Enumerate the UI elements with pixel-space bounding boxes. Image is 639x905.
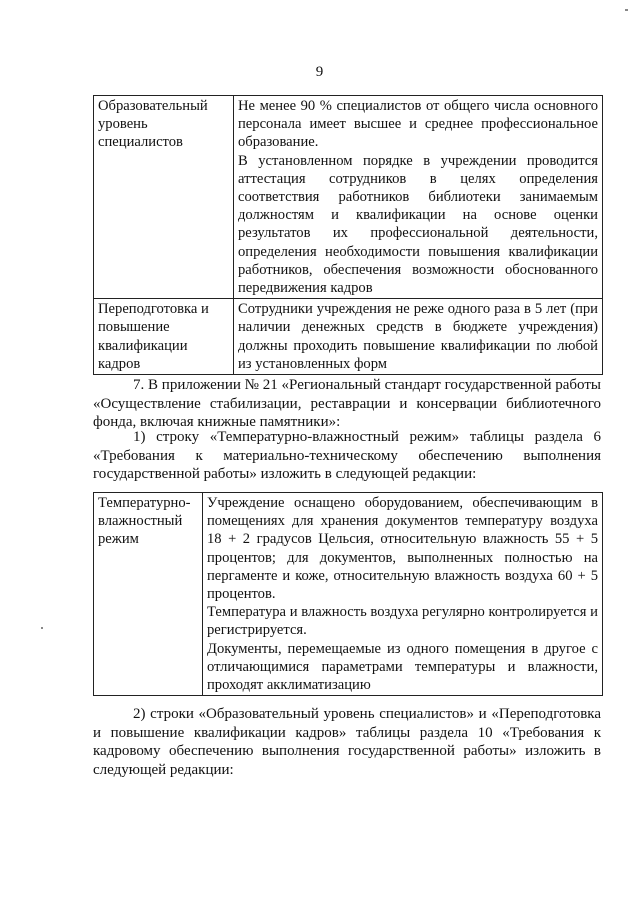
row-content [203, 493, 603, 696]
table-row [94, 96, 603, 299]
table-row [94, 299, 603, 375]
row-paragraph: Сотрудники учреждения не реже одного раза в 5 лет (при наличии денежных средств в бюджете учреждения) должны проходить повышение квалификации по любой из установленных форм [238, 301, 598, 372]
row-paragraph: В установленном порядке в учреждении проводится аттестация сотрудников в целях определения соответствия работников библиотеки занимаемым должностям и квалификации на основе оценки результатов их профессиональной деятельности, определения необходимости повышения квалификации работников, обеспечения возможности обоснованного передвижения кадров [238, 152, 598, 297]
row-label: Температурно-влажностный режим [94, 493, 203, 696]
row-paragraph: Учреждение оснащено оборудованием, обеспечивающим в помещениях для хранения документов температуру воздуха 18 + 2 градусов Цельсия, относительную влажность 55 + 5 процентов; для документов, выполненных полностью на пергаменте и коже, относительную влажность воздуха 60 + 5 процентов. [207, 495, 598, 603]
row-paragraph: Температура и влажность воздуха регулярно контролируется и регистрируется. [207, 604, 598, 639]
paragraph-subitem-1: 1) строку «Температурно-влажностный режим» таблицы раздела 6 «Требования к материально-техническому обеспечению выполнения государственной работы» изложить в следующей редакции: [93, 429, 601, 482]
table-row [94, 493, 603, 696]
row-paragraph: Документы, перемещаемые из одного помещения в другое с отличающимися параметрами температуры и влажности, проходят акклиматизацию [207, 640, 598, 694]
row-content [234, 299, 603, 375]
paragraph-item-7: 7. В приложении № 21 «Региональный стандарт государственной работы «Осуществление стабилизации, реставрации и консервации библиотечного фонда, включая книжные памятники»: [93, 377, 601, 430]
staff-requirements-table [93, 95, 603, 375]
paragraph-subitem-2: 2) строки «Образовательный уровень специалистов» и «Переподготовка и повышение квалификации кадров» таблицы раздела 10 «Требования к кадровому обеспечению выполнения государственной работы» изложить в следующей редакции: [93, 706, 601, 778]
row-label: Переподготовка и повышение квалификации кадров [94, 299, 234, 375]
page-number: 9 [315, 64, 324, 80]
scan-speck [41, 627, 43, 629]
row-paragraph: Не менее 90 % специалистов от общего числа основного персонала имеет высшее и среднее профессиональное образование. [238, 98, 598, 151]
scan-speck [625, 9, 628, 11]
row-label: Образовательный уровень специалистов [94, 96, 234, 299]
climate-requirements-table [93, 492, 603, 696]
row-content [234, 96, 603, 299]
